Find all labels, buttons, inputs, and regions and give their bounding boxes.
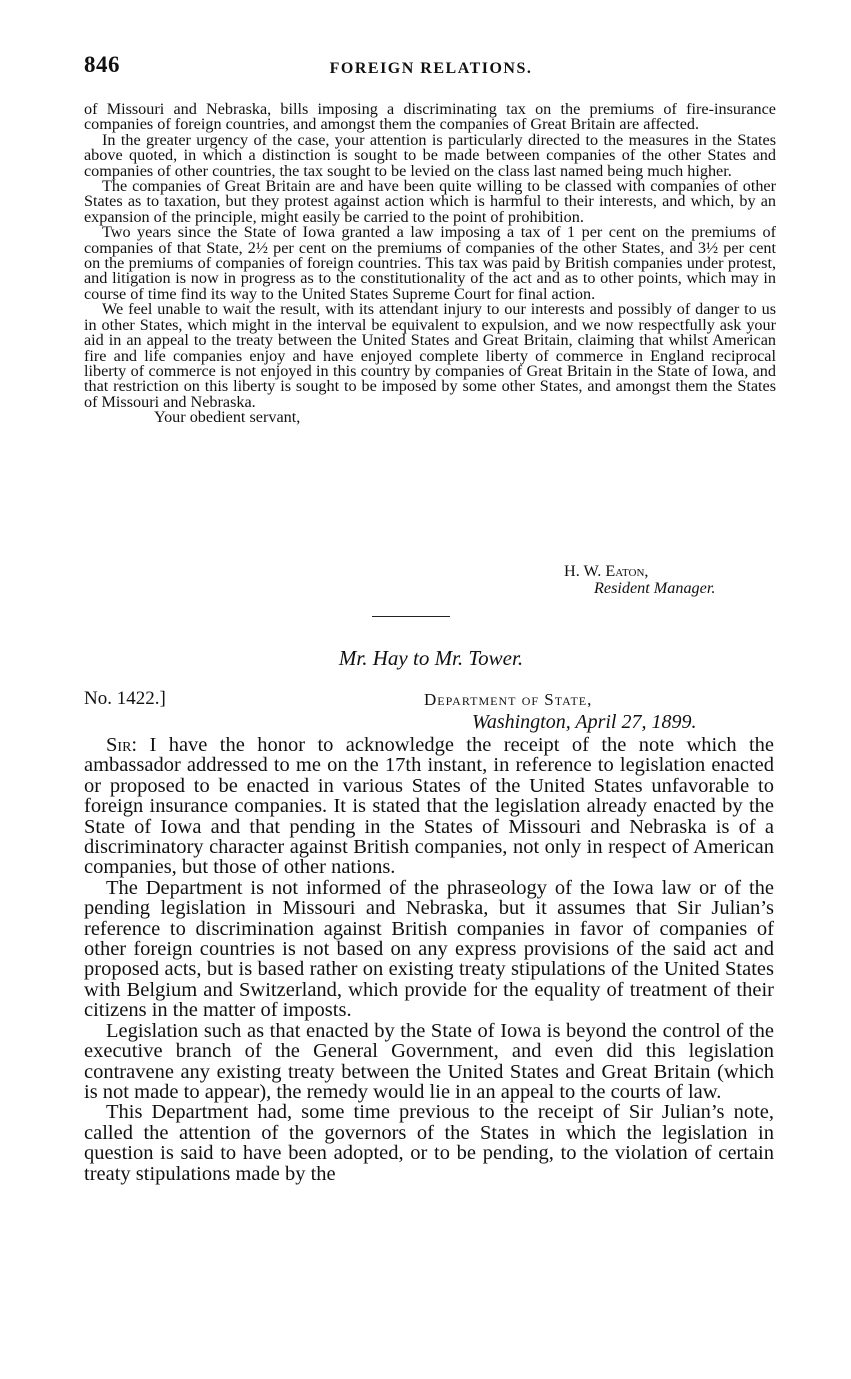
body-paragraph: Legislation such as that enacted by the State of Iowa is beyond the control of the executive branch of the General Government, and even did this legislation contravene any existing treaty between the United States and Great Britain (which is not made to appear), the remedy would lie in an appeal to the courts of law. (84, 1019, 774, 1103)
running-title: FOREIGN RELATIONS. (329, 60, 533, 77)
letter-paragraph: In the greater urgency of the case, your attention is particularly directed to the measures in the States above quoted, in which a distinction is sought to be made between companies of the other States and companies of other countries, the tax sought to be levied on the class last named being much higher. (84, 130, 776, 180)
body-paragraph: This Department had, some time previous to the receipt of Sir Julian’s note, called the attention of the governors of the States in which the legislation in question is said to have been adopted, or to be pending, to the violation of certain treaty stipulations made by the (84, 1101, 774, 1185)
letter-paragraph: Two years since the State of Iowa granted a law imposing a tax of 1 per cent on the premiums of companies of that State, 2½ per cent on the premiums of companies of the other States, and 3½ per cent on the premiums of companies of foreign countries. This tax was paid by British companies under protest, and litigation is now in progress as to the constitutionality of the act and as to other points, which may in course of time find its way to the United States Supreme Court for final action. (84, 223, 776, 303)
letter-closing: Your obedient servant, (154, 408, 301, 427)
running-head (84, 52, 778, 82)
letter-continuation (84, 102, 776, 426)
letter-paragraph: of Missouri and Nebraska, bills imposing a discriminating tax on the premiums of fire-insurance companies of foreign countries, and amongst them the companies of Great Britain are affected. (84, 100, 776, 134)
document-body (84, 735, 774, 1184)
salutation: Sir: (106, 734, 138, 756)
document-number: No. 1422.] (84, 688, 166, 709)
page-number: 846 (84, 52, 120, 77)
letter-paragraph: We feel unable to wait the result, with its attendant injury to our interests and possibly of danger to us in other States, which might in the interval be equivalent to expulsion, and we now respectfully ask your aid in an appeal to the treaty between the United States and Great Britain, claiming that whilst American fire and life companies enjoy and have enjoyed complete liberty of commerce in England reciprocal liberty of commerce is not enjoyed in this country by companies of Great Britain in the State of Iowa, and that restriction on this liberty is sought to be imposed by some other States, and amongst them the States of Missouri and Nebraska. (84, 300, 776, 411)
section-divider (372, 616, 450, 617)
letter-paragraph: The companies of Great Britain are and have been quite willing to be classed with companies of other States as to taxation, but they protest against action which is harmful to their interests, and which, by an expansion of the principle, might easily be carried to the point of prohibition. (84, 177, 776, 226)
document-heading: Mr. Hay to Mr. Tower. (338, 646, 524, 670)
date-line: Washington, April 27, 1899. (472, 711, 697, 733)
body-paragraph (84, 735, 774, 878)
signature-name: H. W. Eaton, (564, 562, 649, 580)
department-line: Department of State, (424, 690, 593, 709)
body-paragraph: The Department is not informed of the phraseology of the Iowa law or of the pending legislation in Missouri and Nebraska, but it assumes that Sir Julian’s reference to discrimination against British companies in favor of companies of other foreign countries is not based on any express provisions of the said act and proposed acts, but is based rather on existing treaty stipulations of the United States with Belgium and Switzerland, which provide for the equality of treatment of their citizens in the matter of imposts. (84, 876, 774, 1022)
signature-title: Resident Manager. (594, 579, 716, 597)
body-paragraph-text: I have the honor to acknowledge the receipt of the note which the ambassador addressed to me on the 17th instant, in reference to legislation enacted or proposed to be enacted in various States of the United States unfavorable to foreign insurance companies. It is stated that the legislation already enacted by the State of Iowa and that pending in the States of Missouri and Nebraska is of a discriminatory character against British companies, not only in respect of American companies, but those of other nations. (84, 734, 774, 879)
signature-block (564, 563, 754, 597)
